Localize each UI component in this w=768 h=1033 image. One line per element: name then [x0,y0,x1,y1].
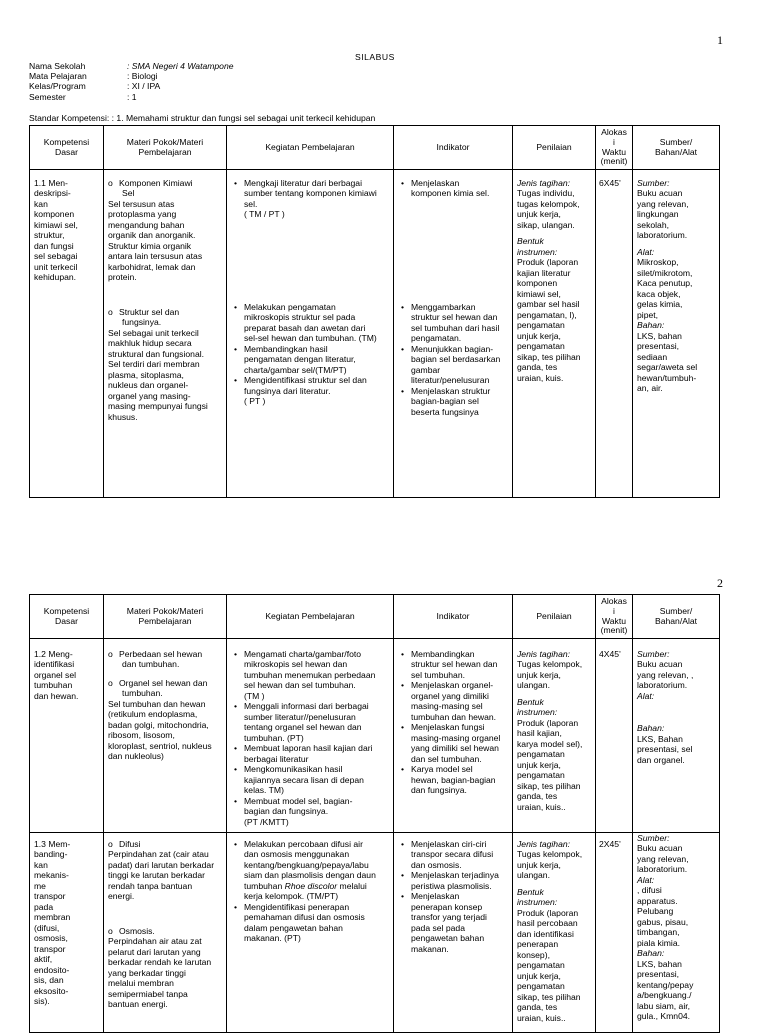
sumber-cell [633,639,720,833]
alokasi-cell: 6X45' [596,170,633,498]
header-sumber: Sumber/ Bahan/Alat [633,126,720,170]
header-penilaian: Penilaian [513,126,596,170]
penilaian-text: Tugas kelompok, unjuk kerja, ulangan. [517,659,583,691]
penilaian-cell [513,170,596,498]
list-item: • Menjelaskan fungsi masing-masing organel yang dimiliki sel hewan dan sel tumbuhan. [411,722,508,764]
materi-cell [104,170,227,498]
list-item: • Mengkaji literatur dari berbagai sumber tentang komponen kimiawi sel. ( TM / PT ) [244,178,389,220]
sumber-text: LKS, bahan presentasi, kentang/pepay a/bengkuang./ labu siam, air, gula., Kmn04. [637,958,694,1022]
materi-title: o Komponen Kimiawi [108,178,193,188]
indikator-cell [394,170,513,498]
materi-text: Sel tersusun atas protoplasma yang mengandung bahan organik dan anorganik. Struktur kimia organik antara lain tersusun atas karbohidrat, lemak dan protein. [108,198,203,283]
header-kegiatan: Kegiatan Pembelajaran [227,595,394,639]
list-item: • Mengidentifikasi struktur sel dan fungsinya dari literatur. ( PT ) [244,375,389,406]
kd-cell: 1.2 Meng- identifikasi organel sel tumbuhan dan hewan. [30,639,104,833]
sumber-text: LKS, bahan presentasi, sediaan segar/aweta sel hewan/tumbuh- an, air. [637,330,698,394]
document-title: SILABUS [355,52,395,62]
list-item: • Melakukan percobaan difusi air dan osmosis menggunakan kentang/bengkuang/pepaya/labu siam dan plasmolisis dengan daun tumbuhan Rhoe discolor melalui kerja kelompok. (TM/PT) [244,839,389,902]
info-value: : SMA Negeri 4 Watampone [127,61,234,71]
sumber-label: Sumber: [637,833,670,843]
materi-title: o Osmosis. [108,925,155,936]
info-row [29,92,359,102]
sumber-label: Alat: [637,246,655,257]
sumber-text: LKS, Bahan presentasi, sel dan organel. [637,733,693,765]
penilaian-label: Jenis tagihan: [517,839,571,849]
sumber-label: Bahan: [637,948,665,959]
materi-text: Perpindahan zat (cair atau padat) dari larutan berkadar tinggi ke larutan berkadar rendah tanpa bantuan energi. [108,849,215,902]
sumber-cell [633,170,720,498]
info-label: Mata Pelajaran [29,71,87,82]
list-item: • Menjelaskan penerapan konsep transfor yang terjadi pada sel pada pengawetan bahan makanan. [411,891,508,954]
penilaian-label: Bentuk instrumen: [517,886,558,908]
list-item: • Menjelaskan komponen kimia sel. [411,178,508,199]
indikator-cell [394,639,513,833]
materi-cell [104,639,227,833]
penilaian-label: Bentuk instrumen: [517,236,558,257]
sumber-text: Buku acuan yang relevan, laboratorium. [637,843,689,875]
header-alokasi: Alokas i Waktu (menit) [596,595,633,639]
list-item: • Mengamati charta/gambar/foto mikroskopis sel hewan dan tumbuhan menemukan perbedaan sel hewan dan sel tumbuhan. (TM ) [244,649,389,701]
page-number: 1 [717,33,723,47]
info-row [29,81,359,91]
materi-text: Perpindahan air atau zat pelarut dari larutan yang berkadar rendah ke larutan yang berkadar tinggi melalui membran semipermiabel tanpa bantuan energi. [108,936,212,1010]
kd-cell: 1.3 Mem- banding- kan mekanis- me transpor pada membran (difusi, osmosis, transpor aktif, endosito- sis, dan eksosito- sis). [30,833,104,1033]
materi-title: tumbuhan. [122,688,163,699]
sumber-text: Mikroskop, silet/mikrotom, Kaca penutup, kaca objek, gelas kimia, pipet, [637,257,693,320]
sumber-cell [633,833,720,1033]
header-kegiatan: Kegiatan Pembelajaran [227,126,394,170]
table-row [30,833,720,1033]
syllabus-table-1 [29,125,720,498]
header-sumber: Sumber/ Bahan/Alat [633,595,720,639]
list-item: • Mengkomunikasikan hasil kajiannya secara lisan di depan kelas. TM) [244,764,389,795]
materi-title: Sel [122,188,135,199]
materi-title: o Organel sel hewan dan [108,677,208,688]
list-item: • Menggambarkan struktur sel hewan dan sel tumbuhan dari hasil pengamatan. [411,302,508,344]
list-item: • Menunjukkan bagian- bagian sel berdasarkan gambar literatur/penelusuran [411,344,508,386]
penilaian-text: Produk (laporan kajian literatur komponen kimiawi sel, gambar sel hasil pengamatan, l), pengamatan unjuk kerja, pengamatan sikap, tes pilihan ganda, tes uraian, kuis. [517,257,581,383]
materi-title: fungsinya. [122,317,162,328]
header-indikator: Indikator [394,126,513,170]
table-row [30,639,720,833]
penilaian-label: Jenis tagihan: [517,649,571,659]
sumber-text: , difusi apparatus. Pelubang gabus, pisau, timbangan, piala kimia. [637,885,689,948]
materi-title: o Struktur sel dan [108,306,180,317]
penilaian-text: Produk (laporan hasil kajian, karya model sel), pengamatan unjuk kerja, pengamatan sikap, tes pilihan ganda, tes uraian, kuis.. [517,717,583,812]
sumber-text: Buku acuan yang relevan, , laboratorium. [637,659,694,691]
info-value: : XI / IPA [127,81,161,92]
list-item: • Menjelaskan ciri-ciri transpor secara difusi dan osmosis. [411,839,508,870]
sumber-label: Bahan: [637,320,665,331]
list-item: • Melakukan pengamatan mikroskopis struktur sel pada preparat basah dan awetan dari sel-sel hewan dan tumbuhan. (TM) [244,302,389,344]
list-item: • Menggali informasi dari berbagai sumber literatur//penelusuran tentang organel sel hewan dan tumbuhan. (PT) [244,701,389,743]
list-item: • Menjelaskan terjadinya peristiwa plasmolisis. [411,870,508,891]
kegiatan-cell [227,639,394,833]
list-item: • Karya model sel hewan, bagian-bagian dan fungsinya. [411,764,508,795]
school-info [29,61,359,102]
kd-cell: 1.1 Men- deskripsi- kan komponen kimiawi sel, struktur, dan fungsi sel sebagai unit terkecil kehidupan. [30,170,104,498]
penilaian-label: Bentuk instrumen: [517,696,558,718]
header-penilaian: Penilaian [513,595,596,639]
penilaian-label: Jenis tagihan: [517,178,571,188]
info-row [29,71,359,81]
list-item: • Mengidentifikasi penerapan pemahaman difusi dan osmosis dalam pengawetan bahan makanan. (PT) [244,902,389,944]
header-alokasi: Alokas i Waktu (menit) [596,126,633,170]
list-item: • Membuat laporan hasil kajian dari berbagai literatur [244,743,389,764]
info-label: Semester [29,91,66,102]
list-item: • Menjelaskan organel- organel yang dimiliki masing-masing sel tumbuhan dan hewan. [411,680,508,722]
sumber-label: Bahan: [637,723,665,734]
sumber-label: Sumber: [637,178,670,188]
kegiatan-cell [227,833,394,1033]
materi-text: Sel sebagai unit terkecil makhluk hidup secara struktural dan fungsional. Sel terdiri dari membran plasma, sitoplasma, nukleus dan organel- organel yang masing- masing mempunyai fungsi khusus. [108,327,208,422]
header-kompetensi: Kompetensi Dasar [30,126,104,170]
header-materi: Materi Pokok/Materi Pembelajaran [104,126,227,170]
alokasi-cell: 4X45' [596,639,633,833]
penilaian-text: Produk (laporan hasil percobaan dan identifikasi penerapan konsep), pengamatan unjuk kerja, pengamatan sikap, tes pilihan ganda, tes uraian, kuis.. [517,907,581,1023]
header-materi: Materi Pokok/Materi Pembelajaran [104,595,227,639]
info-row [29,61,359,71]
materi-cell [104,833,227,1033]
penilaian-cell [513,833,596,1033]
list-item: • Menjelaskan struktur bagian-bagian sel beserta fungsinya [411,386,508,417]
table-row [30,170,720,498]
header-kompetensi: Kompetensi Dasar [30,595,104,639]
list-item: • Membandingkan struktur sel hewan dan sel tumbuhan. [411,649,508,680]
indikator-cell [394,833,513,1033]
header-indikator: Indikator [394,595,513,639]
materi-text: Sel tumbuhan dan hewan (retikulum endoplasma, badan golgi, mitochondria, ribosom, lisosom, kloroplast, sentriol, nukleus dan nukleolus) [108,698,212,762]
info-label: Nama Sekolah [29,61,86,71]
syllabus-table-2 [29,594,720,1033]
standar-kompetensi: Standar Kompetensi: : 1. Memahami struktur dan fungsi sel sebagai unit terkecil kehidupan [29,113,376,123]
penilaian-text: Tugas kelompok, unjuk kerja, ulangan. [517,849,583,881]
sumber-label: Sumber: [637,649,670,659]
materi-title: dan tumbuhan. [122,659,180,670]
materi-title: o Perbedaan sel hewan [108,649,203,659]
alokasi-cell: 2X45' [596,833,633,1033]
kegiatan-cell [227,170,394,498]
page-number: 2 [717,576,723,590]
info-value: : 1 [127,91,137,102]
materi-title: o Difusi [108,839,141,849]
sumber-label: Alat: [637,690,655,701]
penilaian-text: Tugas individu, tugas kelompok, unjuk kerja, sikap, ulangan. [517,188,580,230]
info-value: : Biologi [127,71,158,82]
list-item: • Membuat model sel, bagian- bagian dan fungsinya. (PT /KMTT) [244,796,389,827]
sumber-text: Buku acuan yang relevan, lingkungan sekolah, laboratorium. [637,188,689,241]
info-label: Kelas/Program [29,81,86,92]
penilaian-cell [513,639,596,833]
sumber-label: Alat: [637,874,655,885]
list-item: • Membandingkan hasil pengamatan dengan literatur, charta/gambar sel/(TM/PT) [244,344,389,375]
